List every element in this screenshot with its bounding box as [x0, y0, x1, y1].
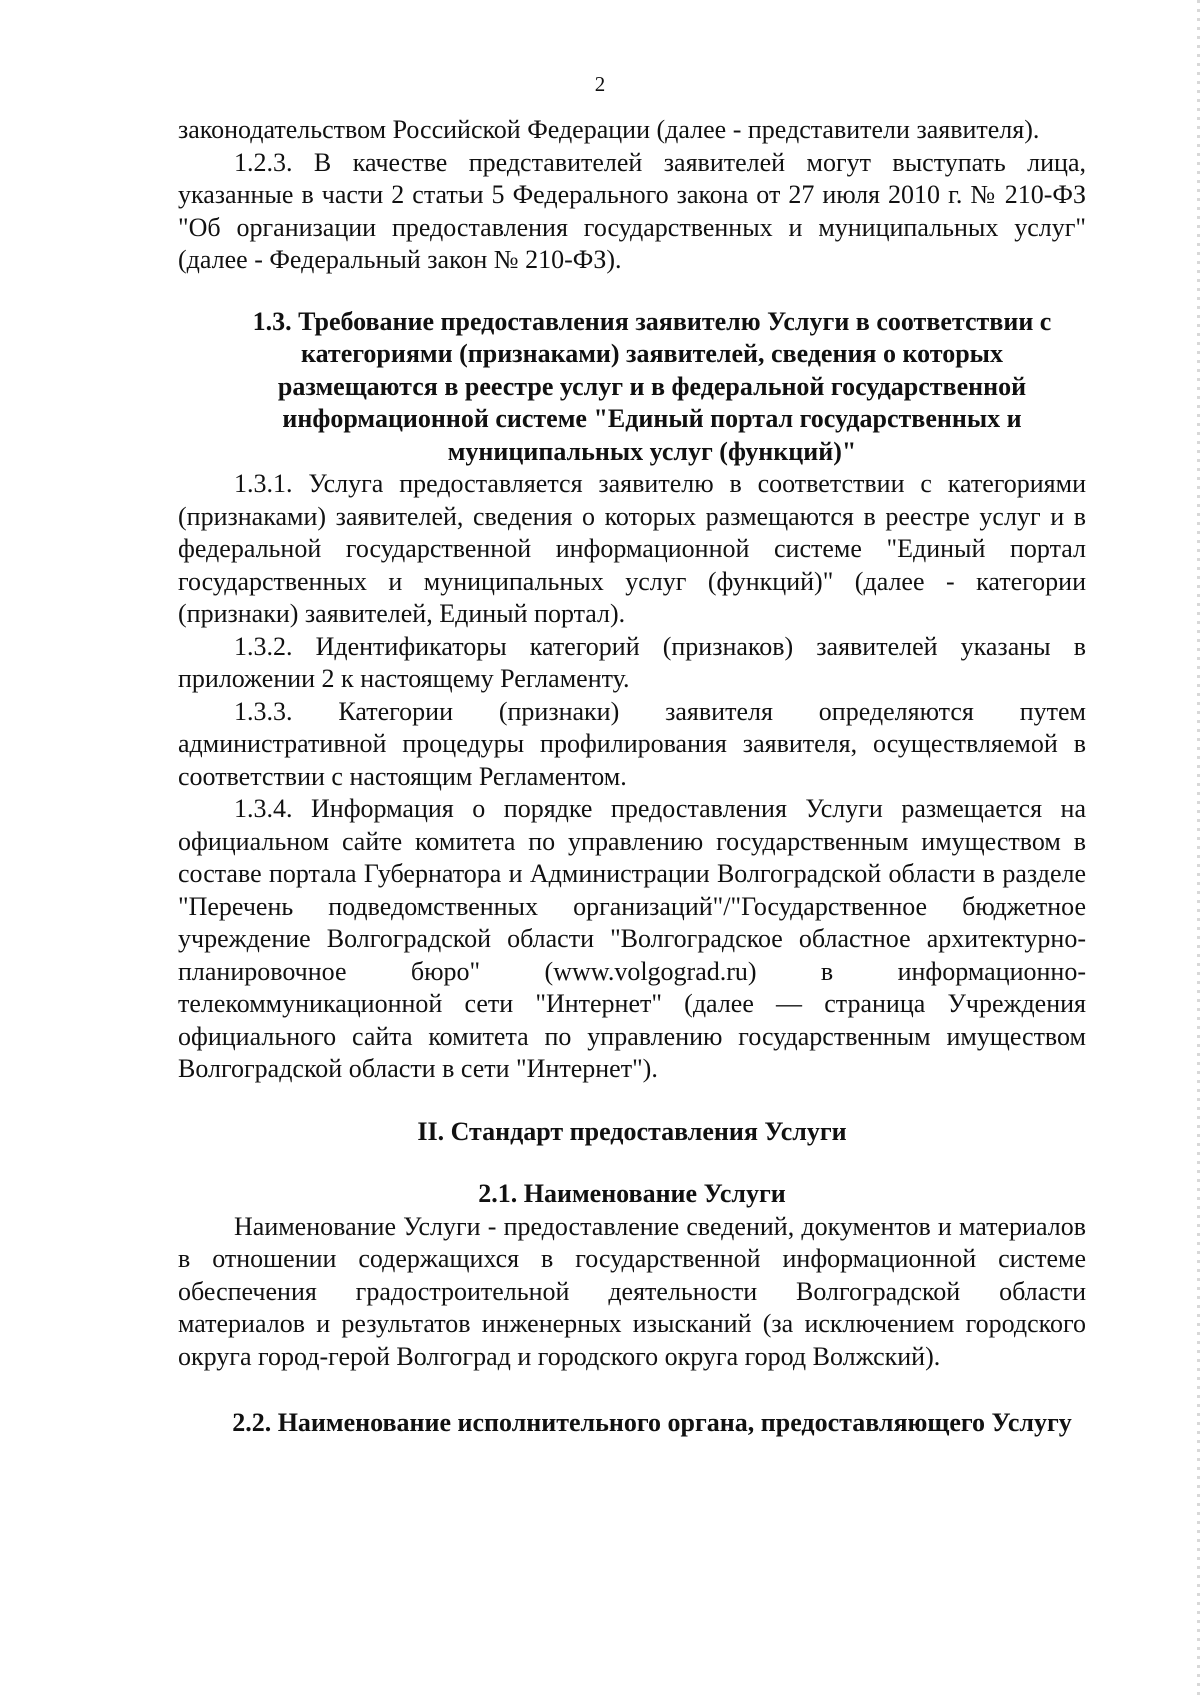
- section-heading: 2.2. Наименование исполнительного органа, предоставляющего Услугу: [232, 1408, 1072, 1437]
- paragraph: законодательством Российской Федерации (далее - представители заявителя).: [178, 115, 1040, 144]
- section-heading: II. Стандарт предоставления Услуги: [417, 1116, 847, 1146]
- paragraph: 1.3.2. Идентификаторы категорий (признаков) заявителей указаны в приложении 2 к настоящему Регламенту.: [178, 631, 1086, 693]
- page-number: 2: [594, 72, 606, 96]
- paragraph: 1.2.3. В качестве представителей заявителей могут выступать лица, указанные в части 2 статьи 5 Федерального закона от 27 июля 2010 г. № 210-ФЗ "Об организации предоставления государственных и муниципальных услуг" (далее - Федеральный закон № 210-ФЗ).: [178, 147, 1086, 274]
- paragraph: Наименование Услуги - предоставление сведений, документов и материалов в отношении содержащихся в государственной информационной системе обеспечения градостроительной деятельности Волгоградской области материалов и результатов инженерных изысканий (за исключением городского округа город-герой Волгоград и городского округа город Волжский).: [178, 1211, 1086, 1371]
- section-heading: 2.1. Наименование Услуги: [478, 1179, 786, 1208]
- paragraph: 1.3.3. Категории (признаки) заявителя определяются путем административной процедуры профилирования заявителя, осуществляемой в соответствии с настоящим Регламентом.: [178, 696, 1086, 791]
- document-body: [178, 114, 1086, 1440]
- paragraph: 1.3.4. Информация о порядке предоставления Услуги размещается на официальном сайте комитета по управлению государственным имуществом в составе портала Губернатора и Администрации Волгоградской области в разделе "Перечень подведомственных организаций"/"Государственное бюджетное учреждение Волгоградской области "Волгоградское областное архитектурно-планировочное бюро" (www.volgograd.ru) в информационно-телекоммуникационной сети "Интернет" (далее — страница Учреждения официального сайта комитета по управлению государственным имуществом Волгоградской области в сети "Интернет").: [178, 794, 1086, 1083]
- section-heading: 1.3. Требование предоставления заявителю Услуги в соответствии с категориями (признаками) заявителей, сведения о которых размещаются в реестре услуг и в федеральной государственной информационной системе "Единый портал государственных и муниципальных услуг (функций)": [252, 306, 1052, 466]
- paragraph: 1.3.1. Услуга предоставляется заявителю в соответствии с категориями (признаками) заявителей, сведения о которых размещаются в реестре услуг и в федеральной государственной информационной системе "Единый портал государственных и муниципальных услуг (функций)" (далее - категории (признаки) заявителей, Единый портал).: [178, 469, 1086, 628]
